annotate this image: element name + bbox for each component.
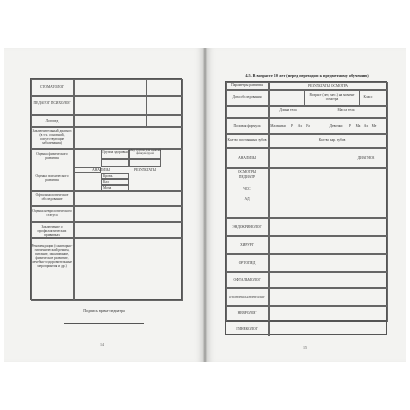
signature-label: Подпись врача-педиатра xyxy=(83,308,125,313)
label-ax1: Ax xyxy=(297,124,303,128)
label-polovaya: Половая формула xyxy=(233,124,261,128)
label-ma: Ma xyxy=(355,124,361,128)
label-otorinolaringolog: ОТОРИНОЛАРИНГОЛОГ xyxy=(228,295,266,299)
label-gruppa-zdorovya: Группа здоровья xyxy=(102,150,128,154)
label-nevrolog: НЕВРОЛОГ xyxy=(237,311,257,315)
label-rekomendacii: Рекомендации (санитарно-гигиенический режим, питание, закаливание, физическое развитие, лечебно-оздоровительные мероприятия и др.) xyxy=(31,244,73,268)
label-endokrinolog: ЭНДОКРИНОЛОГ xyxy=(232,225,262,229)
label-p2: P xyxy=(349,124,351,128)
open-notebook xyxy=(4,48,406,362)
label-malchiki: Мальчики xyxy=(270,124,286,128)
label-fa: Fa xyxy=(306,124,310,128)
label-ocenka-fiz: Оценка физического развития xyxy=(36,152,68,160)
label-data: Дата обследования xyxy=(232,95,262,99)
label-kol-zub: Кол-во постоянных зубов xyxy=(227,138,267,142)
label-devochki: Девочки xyxy=(329,124,343,128)
right-page-title: 4.5. В возрасте 10 лет (перед переходом к предметному обучению) xyxy=(245,73,369,78)
label-ad: АД xyxy=(244,197,250,201)
label-hirurg: ХИРУРГ xyxy=(240,243,254,247)
label-klass: Класс xyxy=(363,95,373,99)
label-me: Me xyxy=(371,124,377,128)
label-ocenka-psix: Оценка психического развития xyxy=(35,174,69,182)
label-mocha: Моча xyxy=(103,186,112,190)
label-chss: ЧСС xyxy=(243,187,251,191)
right-page-number: 15 xyxy=(303,345,307,350)
label-rezultaty-left: РЕЗУЛЬТАТЫ xyxy=(134,168,156,172)
left-page-number: 14 xyxy=(100,342,104,347)
label-kal: Кал xyxy=(103,180,109,184)
label-pedagog: ПЕДАГОГ ПСИХОЛОГ xyxy=(33,101,71,105)
label-kolvo-kar: Кол-во кар. зубов xyxy=(318,138,346,142)
label-param: Параметры развития xyxy=(231,83,263,87)
label-osmotry: ОСМОТРЫ xyxy=(237,170,257,174)
label-krov: Кровь xyxy=(103,174,113,178)
right-page xyxy=(207,48,406,362)
label-massa: Масса тела xyxy=(337,108,355,112)
label-dlina: Длина тела xyxy=(279,108,297,112)
left-form-table xyxy=(30,78,182,300)
label-pediatr: ПЕДИАТР xyxy=(238,175,256,179)
label-logoped: Логопед xyxy=(45,119,59,123)
label-ocenka-nevro: Оценка неврологического статуса xyxy=(32,209,72,217)
signature-line xyxy=(64,323,144,324)
label-ginekolog: ГИНЕКОЛОГ xyxy=(236,327,258,331)
label-oftalmolog: ОФТАЛЬМОЛОГ xyxy=(233,278,261,282)
label-ax2: Ax xyxy=(363,124,369,128)
label-rezultaty-osmotra: РЕЗУЛЬТАТЫ ОСМОТРА xyxy=(308,84,348,88)
label-diagnoz: ДИАГНОЗ xyxy=(357,156,375,160)
right-form-table-tail xyxy=(225,321,387,335)
left-page xyxy=(4,48,203,362)
label-analizy-left: АНАЛИЗЫ xyxy=(92,168,110,172)
right-form-table xyxy=(225,81,387,321)
label-vozrast: Возраст (лет, мес.) на момент осмотра xyxy=(309,93,355,101)
label-zakl-privivki: Заключение о профилактических прививках xyxy=(37,225,67,237)
label-p1: P xyxy=(291,124,293,128)
label-zaklyuchenie: Заключительный диагноз (в т.ч. основной, сопутствующие заболевания) xyxy=(32,129,72,145)
label-analizy-right: АНАЛИЗЫ xyxy=(238,156,256,160)
label-oftalm-obsl: Офтальмологическое обследование xyxy=(35,193,69,201)
label-ortoped: ОРТОПЕД xyxy=(238,261,256,265)
label-stomatolog: СТОМАТОЛОГ xyxy=(39,85,65,89)
label-medgruppa: Мед. группа для занятий физкультурой xyxy=(129,148,161,156)
